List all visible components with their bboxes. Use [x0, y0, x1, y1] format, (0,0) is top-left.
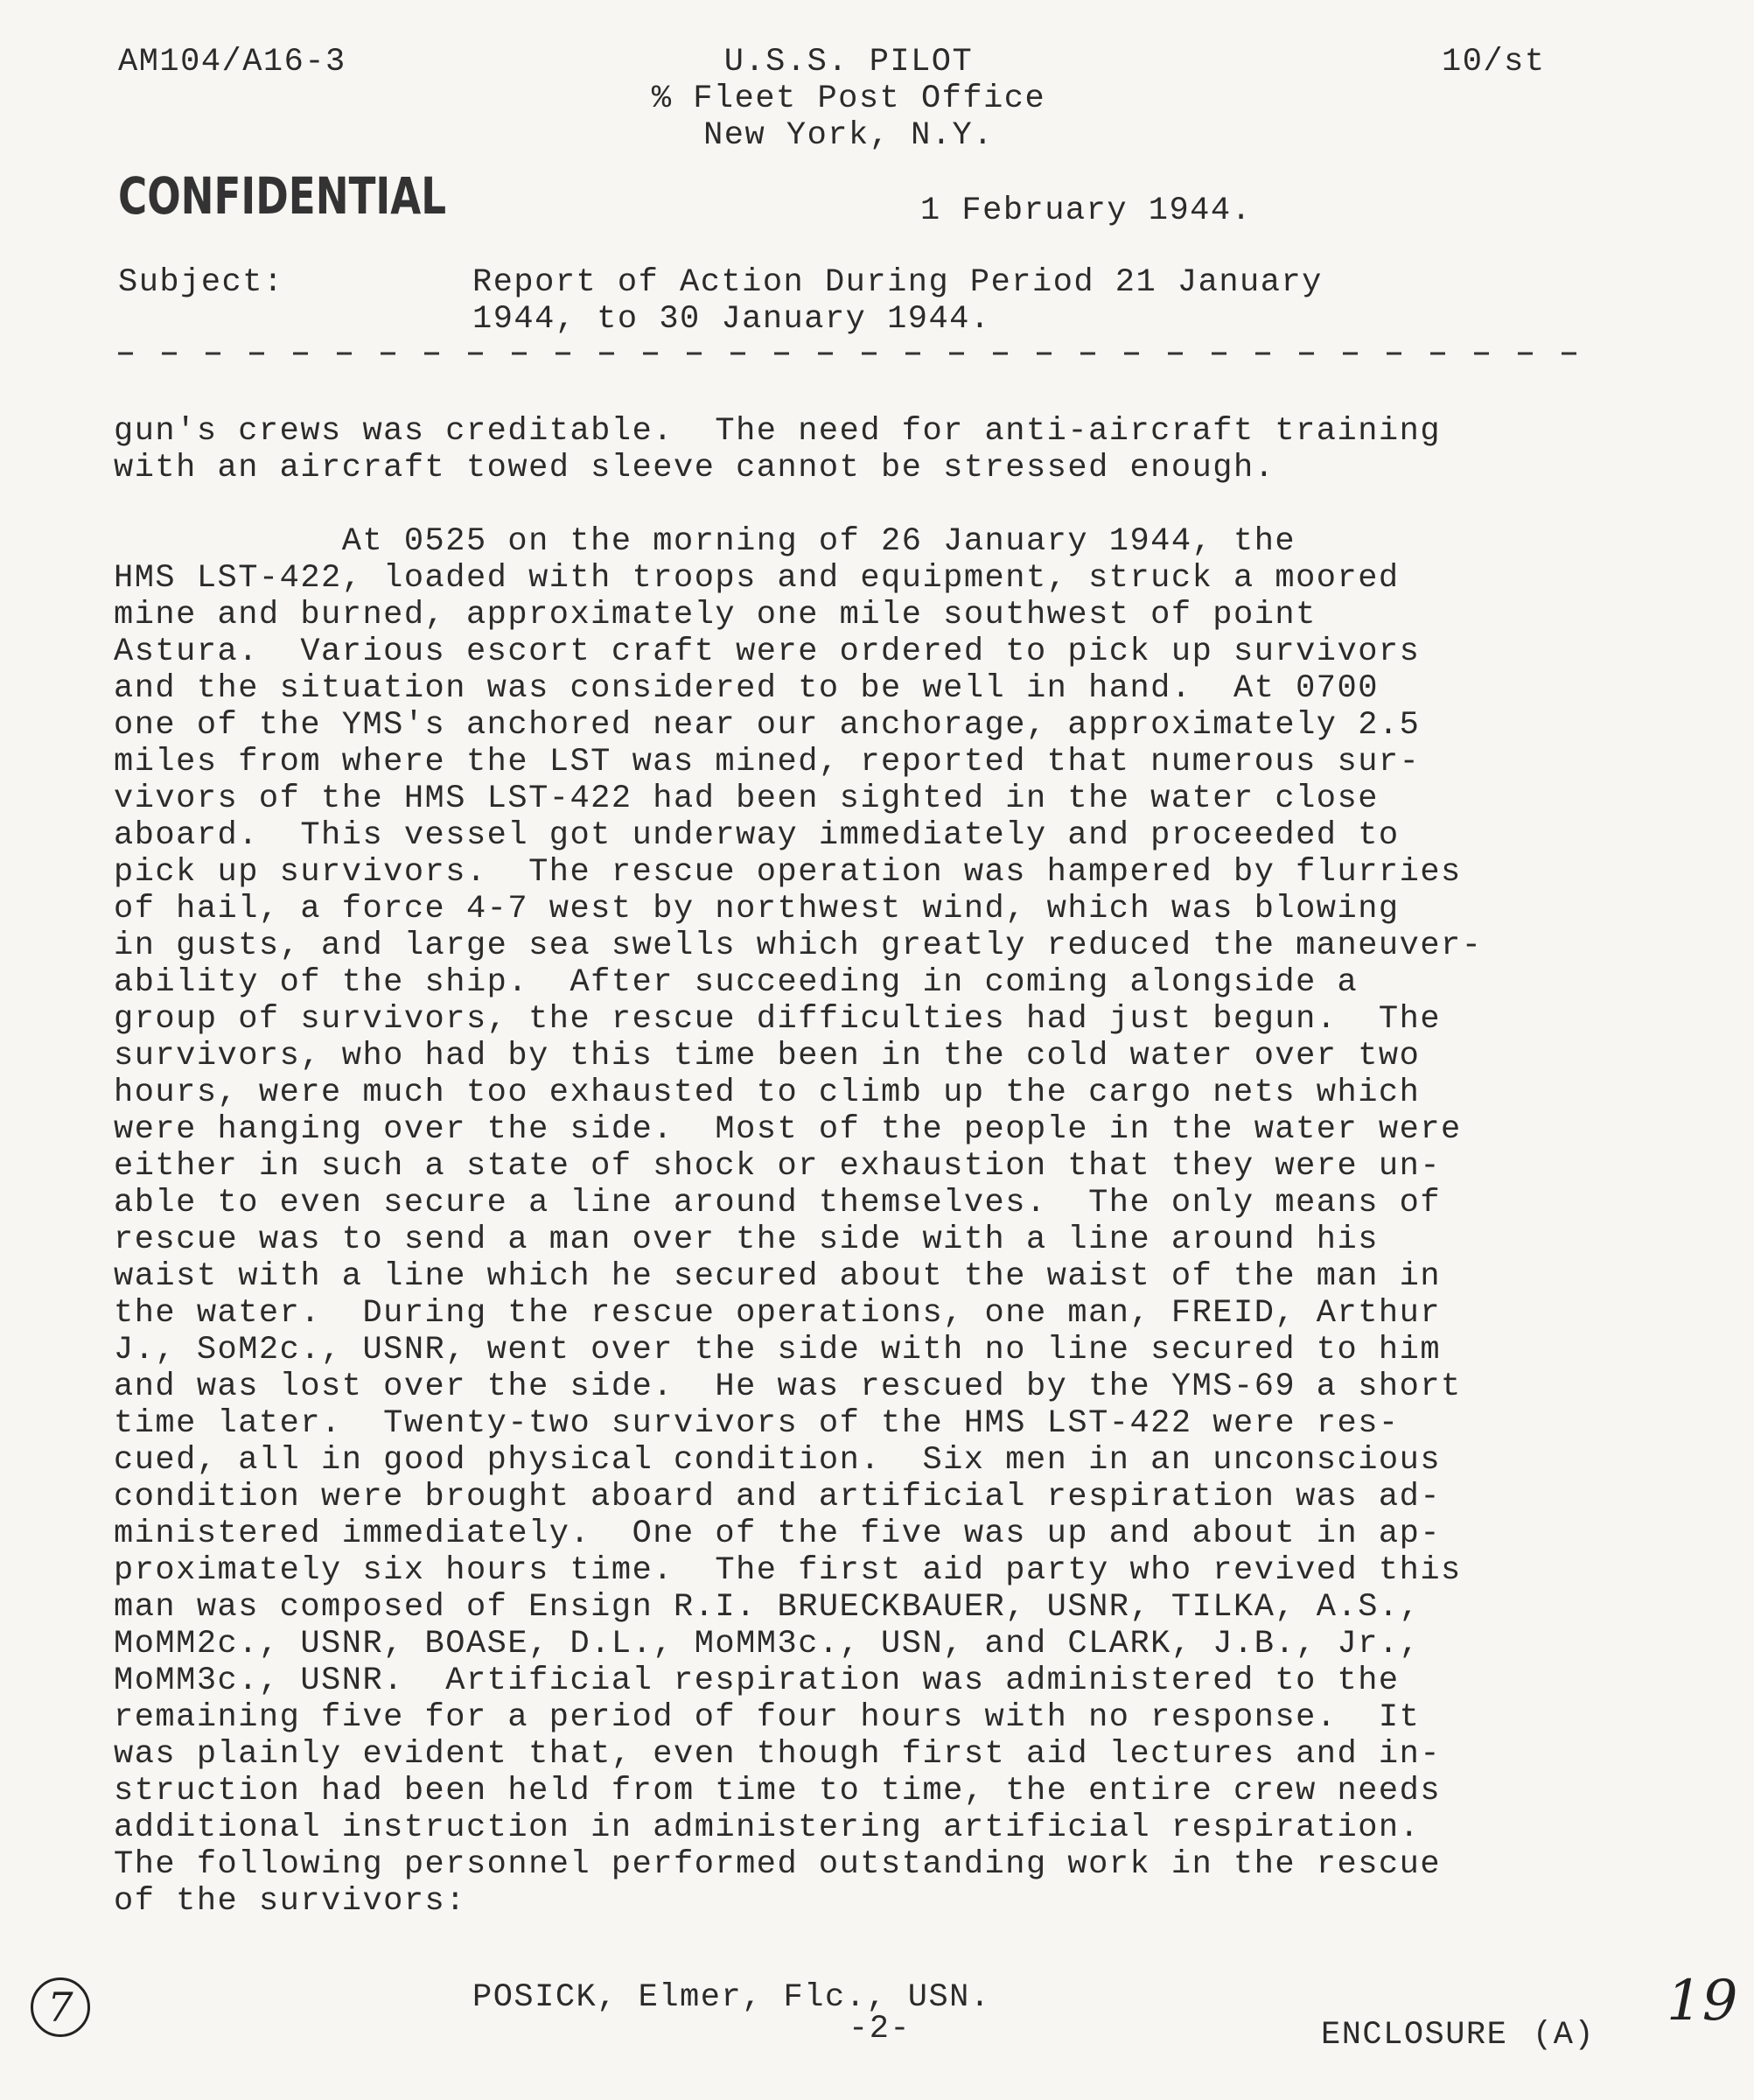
handwritten-circled-number: 7: [31, 1978, 90, 2037]
handwritten-page-number: 19: [1667, 1969, 1738, 2034]
body-line: either in such a state of shock or exhaustion that they were un-: [114, 1148, 1442, 1185]
body-line: vivors of the HMS LST-422 had been sighted in the water close: [114, 780, 1379, 817]
body-line: was plainly evident that, even though first aid lectures and in-: [114, 1736, 1442, 1773]
body-line: Astura. Various escort craft were ordered to pick up survivors: [114, 634, 1421, 670]
body-line: able to even secure a line around themselves. The only means of: [114, 1185, 1442, 1222]
confidential-stamp: CONFIDENTIAL: [118, 166, 447, 226]
body-line: ability of the ship. After succeeding in coming alongside a: [114, 964, 1359, 1001]
body-line: rescue was to send a man over the side with a line around his: [114, 1222, 1379, 1258]
body-line: with an aircraft towed sleeve cannot be stressed enough.: [114, 450, 1275, 486]
body-line: the water. During the rescue operations, one man, FREID, Arthur: [114, 1295, 1442, 1332]
body-line: proximately six hours time. The first aid party who revived this: [114, 1552, 1462, 1589]
body-line: survivors, who had by this time been in the cold water over two: [114, 1038, 1421, 1074]
personnel-entry: POSICK, Elmer, Flc., USN.: [472, 1979, 991, 2016]
initials: 10/st: [1442, 44, 1546, 80]
body-line: HMS LST-422, loaded with troops and equipment, struck a moored: [114, 560, 1400, 597]
body-line: gun's crews was creditable. The need for anti-aircraft training: [114, 413, 1442, 450]
body-line: At 0525 on the morning of 26 January 1944, the: [114, 523, 1296, 560]
body-line: additional instruction in administering artificial respiration.: [114, 1810, 1421, 1846]
body-line: of the survivors:: [114, 1883, 466, 1920]
subject-line-1: Report of Action During Period 21 January: [472, 264, 1323, 301]
body-line: time later. Twenty-two survivors of the HMS LST-422 were res-: [114, 1405, 1400, 1442]
body-line: in gusts, and large sea swells which greatly reduced the maneuver-: [114, 928, 1483, 964]
body-line: The following personnel performed outstanding work in the rescue: [114, 1846, 1442, 1883]
address-line-2: New York, N.Y.: [703, 117, 994, 154]
body-line: MoMM2c., USNR, BOASE, D.L., MoMM3c., USN, and CLARK, J.B., Jr.,: [114, 1626, 1421, 1662]
body-line: remaining five for a period of four hours with no response. It: [114, 1699, 1421, 1736]
body-line: hours, were much too exhausted to climb up the cargo nets which: [114, 1074, 1421, 1111]
body-line: MoMM3c., USNR. Artificial respiration was administered to the: [114, 1662, 1400, 1699]
body-line: mine and burned, approximately one mile southwest of point: [114, 597, 1317, 634]
ship-name: U.S.S. PILOT: [723, 44, 974, 80]
enclosure-label: ENCLOSURE: [1321, 2017, 1508, 2054]
body-line: aboard. This vessel got underway immediately and proceeded to: [114, 817, 1400, 854]
body-text: [114, 413, 1653, 1920]
page-number: -2-: [849, 2011, 912, 2048]
body-line: ministered immediately. One of the five was up and about in ap-: [114, 1516, 1442, 1552]
subject-line-2: 1944, to 30 January 1944.: [472, 301, 991, 338]
body-line: cued, all in good physical condition. Six men in an unconscious: [114, 1442, 1442, 1479]
body-line: and was lost over the side. He was rescued by the YMS-69 a short: [114, 1368, 1462, 1405]
address-line-1: % Fleet Post Office: [651, 80, 1046, 117]
body-line: one of the YMS's anchored near our anchorage, approximately 2.5: [114, 707, 1421, 744]
body-line: were hanging over the side. Most of the people in the water were: [114, 1111, 1462, 1148]
body-line: J., SoM2c., USNR, went over the side with no line secured to him: [114, 1332, 1442, 1368]
body-line: struction had been held from time to time, the entire crew needs: [114, 1773, 1442, 1810]
body-line: and the situation was considered to be well in hand. At 0700: [114, 670, 1379, 707]
document-date: 1 February 1944.: [920, 192, 1253, 229]
body-line: waist with a line which he secured about the waist of the man in: [114, 1258, 1442, 1295]
body-line: man was composed of Ensign R.I. BRUECKBAUER, USNR, TILKA, A.S.,: [114, 1589, 1421, 1626]
body-line: condition were brought aboard and artificial respiration was ad-: [114, 1479, 1442, 1516]
body-line: group of survivors, the rescue difficulties had just begun. The: [114, 1001, 1442, 1038]
subject-label: Subject:: [118, 264, 284, 301]
file-reference: AM104/A16-3: [118, 44, 346, 80]
body-line: [114, 486, 1653, 523]
enclosure-letter: (A): [1533, 2017, 1596, 2054]
body-line: of hail, a force 4-7 west by northwest wind, which was blowing: [114, 891, 1400, 928]
body-line: pick up survivors. The rescue operation was hampered by flurries: [114, 854, 1462, 891]
separator-dashes: [118, 332, 1605, 368]
body-line: miles from where the LST was mined, reported that numerous sur-: [114, 744, 1421, 780]
